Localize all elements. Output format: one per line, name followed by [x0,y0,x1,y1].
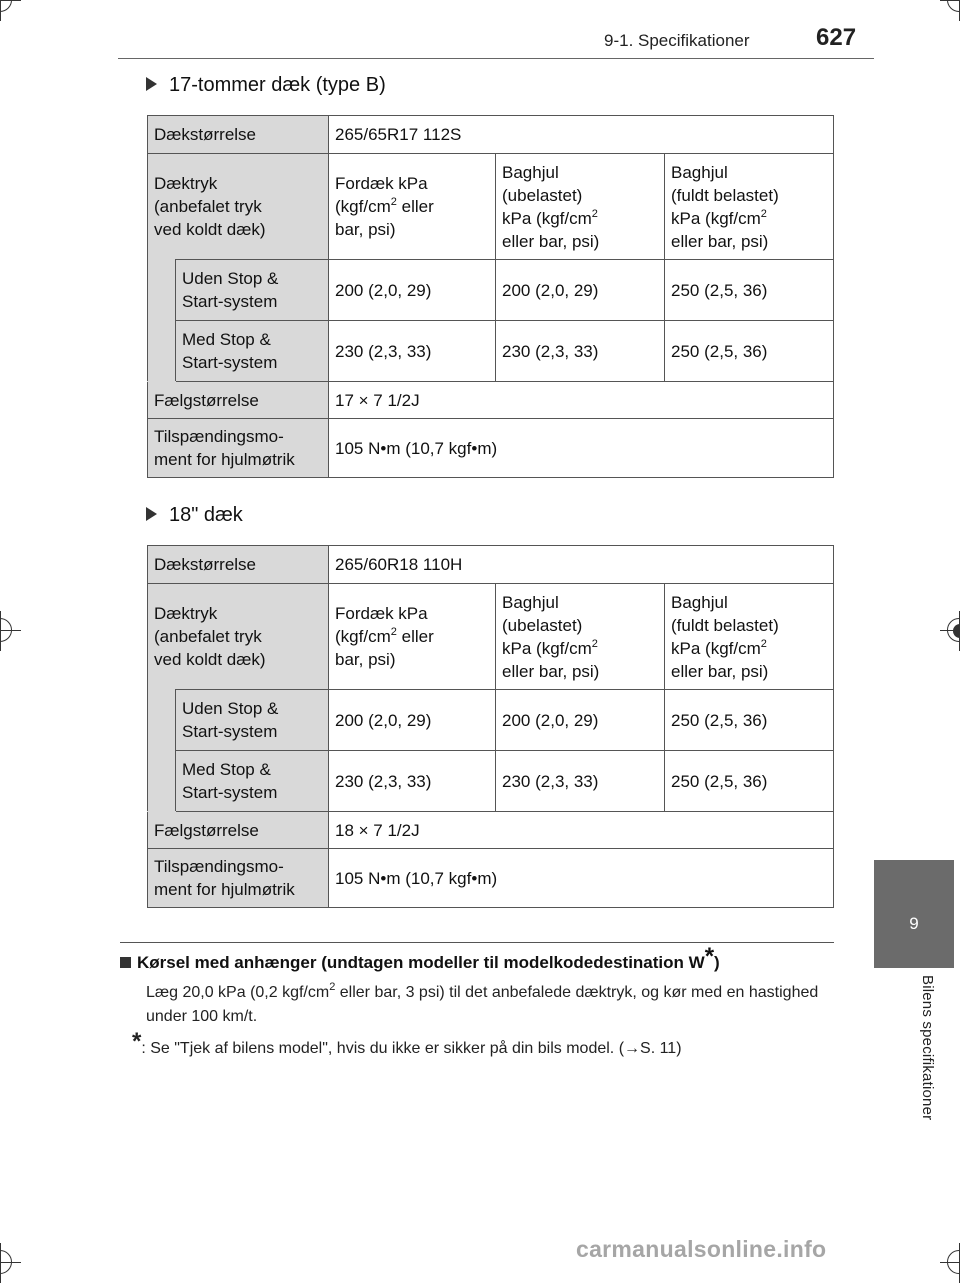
tire-size-value: 265/60R18 110H [329,546,834,584]
row2-front-value: 230 (2,3, 33) [329,751,496,812]
note-title: Kørsel med anhænger (undtagen modeller til modelkodedestination W*) [120,951,834,975]
tire-size-label: Dækstørrelse [148,546,329,584]
subheading-17-inch [146,74,386,97]
subheading-18-inch [146,504,243,527]
header-divider [118,58,874,59]
crop-mark-top-right [940,0,960,21]
crop-mark-mid-right [940,611,960,651]
pressure-indent-cell [148,260,176,382]
chapter-tab [874,860,954,968]
row-label-without-stop-start: Uden Stop & Start-system [176,690,329,751]
torque-value: 105 N•m (10,7 kgf•m) [329,849,834,908]
tire-size-label: Dækstørrelse [148,116,329,154]
pressure-indent-cell [148,690,176,812]
row1-front-value: 200 (2,0, 29) [329,690,496,751]
rim-size-value: 18 × 7 1/2J [329,812,834,849]
subheading-text: 18" dæk [169,504,243,526]
chapter-label: Bilens specifikationer [919,975,936,1121]
tire-size-value: 265/65R17 112S [329,116,834,154]
row1-rear-unloaded-value: 200 (2,0, 29) [496,260,665,321]
rear-unloaded-header: Baghjul (ubelastet) kPa ($kgf/cm^2$ eller bar, psi) [496,584,665,690]
towing-note [120,942,834,1061]
rim-size-value: 17 × 7 1/2J [329,382,834,419]
row1-rear-unloaded-value: 200 (2,0, 29) [496,690,665,751]
row2-rear-unloaded-value: 230 (2,3, 33) [496,321,665,382]
footnote: *: Se "Tjek af bilens model", hvis du ikke er sikker på din bils model. (→S. 11) [132,1028,682,1057]
rear-loaded-header: Baghjul (fuldt belastet) kPa ($kgf/cm^2$ eller bar, psi) [665,584,834,690]
torque-value: 105 N•m (10,7 kgf•m) [329,419,834,478]
crop-mark-top-left [0,0,21,21]
row-label-without-stop-start: Uden Stop & Start-system [176,260,329,321]
section-title: 9-1. Specifikationer [604,31,750,50]
note-body: Læg 20,0 kPa (0,2 kgf/$cm^2$ eller bar, 3 psi) til det anbefalede dæktryk, og kør med en hastighed under 100 km/t. [146,981,819,1025]
tire-spec-table-17 [147,115,834,478]
note-divider [120,942,834,943]
tire-spec-table-18 [147,545,834,908]
subheading-text: 17-tommer dæk (type B) [169,74,386,96]
square-bullet-icon [120,957,131,968]
rim-size-label: Fælgstørrelse [148,812,329,849]
row-label-with-stop-start: Med Stop & Start-system [176,751,329,812]
rim-size-label: Fælgstørrelse [148,382,329,419]
watermark: carmanualsonline.info [576,1236,827,1262]
row2-rear-unloaded-value: 230 (2,3, 33) [496,751,665,812]
triangle-bullet-icon [146,77,157,91]
crop-mark-bottom-right [940,1243,960,1283]
crop-mark-mid-left [0,611,21,651]
row1-front-value: 200 (2,0, 29) [329,260,496,321]
row2-rear-loaded-value: 250 (2,5, 36) [665,751,834,812]
torque-label: Tilspændingsmo- ment for hjulmøtrik [148,849,329,908]
row1-rear-loaded-value: 250 (2,5, 36) [665,260,834,321]
row2-front-value: 230 (2,3, 33) [329,321,496,382]
front-header: Fordæk kPa ($kgf/cm^2$ eller bar, psi) [329,584,496,690]
row-label-with-stop-start: Med Stop & Start-system [176,321,329,382]
torque-label: Tilspændingsmo- ment for hjulmøtrik [148,419,329,478]
tire-pressure-label: Dæktryk (anbefalet tryk ved koldt dæk) [148,154,329,260]
row1-rear-loaded-value: 250 (2,5, 36) [665,690,834,751]
rear-unloaded-header: Baghjul (ubelastet) kPa ($kgf/cm^2$ eller bar, psi) [496,154,665,260]
triangle-bullet-icon [146,507,157,521]
row2-rear-loaded-value: 250 (2,5, 36) [665,321,834,382]
chapter-number: 9 [909,914,919,933]
crop-mark-bottom-left [0,1243,21,1283]
rear-loaded-header: Baghjul (fuldt belastet) kPa ($kgf/cm^2$ eller bar, psi) [665,154,834,260]
tire-pressure-label: Dæktryk (anbefalet tryk ved koldt dæk) [148,584,329,690]
front-header: Fordæk kPa ($kgf/cm^2$ eller bar, psi) [329,154,496,260]
page-number: 627 [816,24,857,51]
